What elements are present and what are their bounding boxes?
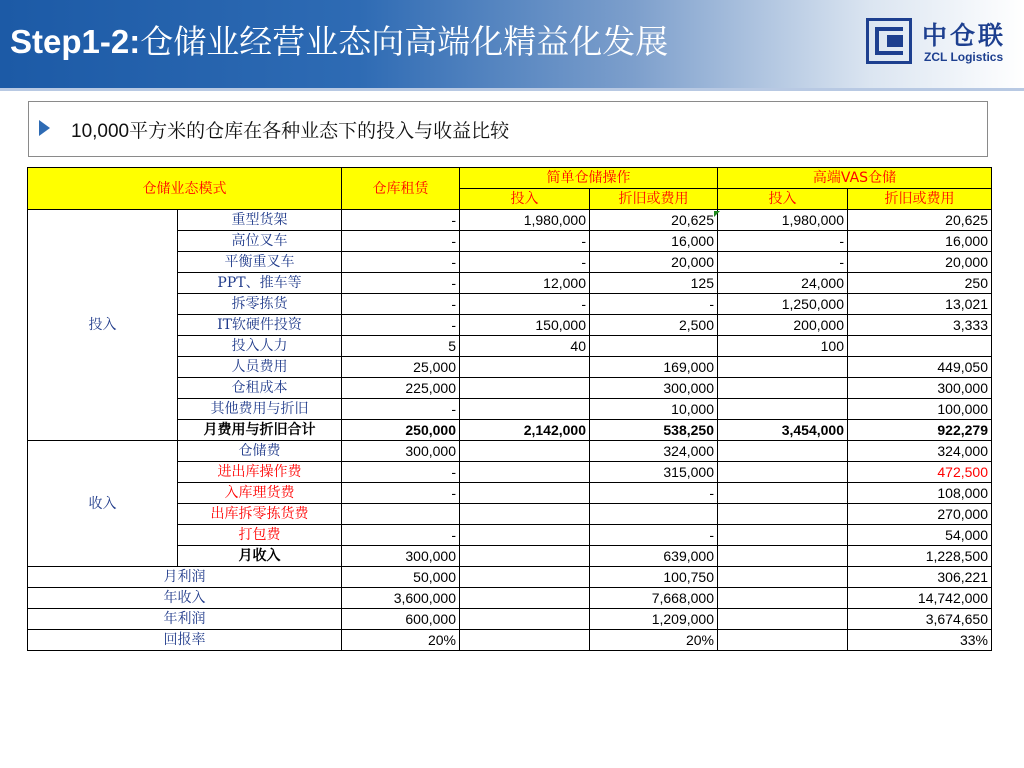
simple-invest-cell — [460, 357, 590, 378]
rent-cell: 5 — [342, 336, 460, 357]
simple-invest-cell — [460, 525, 590, 546]
cell-comment-marker — [714, 211, 720, 217]
rent-cell: 50,000 — [342, 567, 460, 588]
vas-depr-cell: 449,050 — [848, 357, 992, 378]
simple-depr-cell: - — [590, 525, 718, 546]
simple-depr-cell: 10,000 — [590, 399, 718, 420]
simple-depr-cell: 20% — [590, 630, 718, 651]
simple-depr-cell: 20,625 — [590, 210, 718, 231]
vas-invest-cell: 1,250,000 — [718, 294, 848, 315]
row-label: 进出库操作费 — [178, 462, 342, 483]
rent-cell: - — [342, 294, 460, 315]
rent-cell: 300,000 — [342, 546, 460, 567]
vas-depr-cell: 300,000 — [848, 378, 992, 399]
vas-invest-cell: 100 — [718, 336, 848, 357]
simple-invest-cell — [460, 483, 590, 504]
vas-invest-cell — [718, 567, 848, 588]
vas-depr-cell: 108,000 — [848, 483, 992, 504]
row-label: 平衡重叉车 — [178, 252, 342, 273]
rent-cell: 225,000 — [342, 378, 460, 399]
vas-invest-cell: 1,980,000 — [718, 210, 848, 231]
vas-invest-cell — [718, 588, 848, 609]
vas-invest-cell — [718, 483, 848, 504]
company-logo — [866, 14, 1016, 70]
bullet-number: 10,000 — [71, 121, 130, 142]
simple-invest-cell — [460, 504, 590, 525]
row-label: 高位叉车 — [178, 231, 342, 252]
rent-cell: - — [342, 252, 460, 273]
vas-depr-cell: 472,500 — [848, 462, 992, 483]
simple-invest-cell: 12,000 — [460, 273, 590, 294]
row-label: 月费用与折旧合计 — [178, 420, 342, 441]
rent-cell: - — [342, 273, 460, 294]
table-row — [28, 441, 992, 462]
vas-invest-cell — [718, 504, 848, 525]
header-vas-depr: 折旧或费用 — [848, 189, 992, 210]
row-label: 月收入 — [178, 546, 342, 567]
rent-cell: - — [342, 315, 460, 336]
vas-depr-cell: 33% — [848, 630, 992, 651]
bullet-text — [71, 116, 509, 143]
row-label: PPT、推车等 — [178, 273, 342, 294]
simple-invest-cell — [460, 588, 590, 609]
simple-depr-cell: 20,000 — [590, 252, 718, 273]
header-simple-invest: 投入 — [460, 189, 590, 210]
simple-depr-cell — [590, 504, 718, 525]
simple-depr-cell: 300,000 — [590, 378, 718, 399]
rent-cell: 3,600,000 — [342, 588, 460, 609]
header-rent: 仓库租赁 — [342, 168, 460, 210]
simple-invest-cell — [460, 630, 590, 651]
header-vas-invest: 投入 — [718, 189, 848, 210]
simple-invest-cell: - — [460, 294, 590, 315]
simple-invest-cell — [460, 441, 590, 462]
row-label: 打包费 — [178, 525, 342, 546]
simple-depr-cell: 639,000 — [590, 546, 718, 567]
simple-invest-cell — [460, 546, 590, 567]
header-mode: 仓储业态模式 — [28, 168, 342, 210]
vas-invest-cell — [718, 357, 848, 378]
vas-depr-cell: 1,228,500 — [848, 546, 992, 567]
simple-invest-cell — [460, 378, 590, 399]
rent-cell — [342, 504, 460, 525]
header-vas: 高端VAS仓储 — [718, 168, 992, 189]
table-row — [28, 609, 992, 630]
simple-depr-cell: - — [590, 483, 718, 504]
rent-cell: - — [342, 462, 460, 483]
row-label: 仓储费 — [178, 441, 342, 462]
simple-invest-cell — [460, 462, 590, 483]
simple-depr-cell — [590, 336, 718, 357]
simple-invest-cell — [460, 567, 590, 588]
simple-depr-cell: 315,000 — [590, 462, 718, 483]
simple-depr-cell: 16,000 — [590, 231, 718, 252]
logo-english: ZCL Logistics — [924, 50, 1004, 64]
slide-title — [10, 18, 668, 66]
vas-invest-cell — [718, 441, 848, 462]
simple-invest-cell: 150,000 — [460, 315, 590, 336]
row-label: 出库拆零拣货费 — [178, 504, 342, 525]
vas-depr-cell — [848, 336, 992, 357]
simple-depr-cell: 169,000 — [590, 357, 718, 378]
row-label: 人员费用 — [178, 357, 342, 378]
row-label: 投入人力 — [178, 336, 342, 357]
comparison-table — [27, 167, 992, 651]
table-row — [28, 210, 992, 231]
vas-invest-cell: - — [718, 231, 848, 252]
simple-invest-cell: 2,142,000 — [460, 420, 590, 441]
simple-invest-cell: - — [460, 252, 590, 273]
vas-depr-cell: 16,000 — [848, 231, 992, 252]
table-row — [28, 630, 992, 651]
row-label: 年收入 — [28, 588, 342, 609]
rent-cell: 600,000 — [342, 609, 460, 630]
vas-depr-cell: 20,000 — [848, 252, 992, 273]
table-row — [28, 567, 992, 588]
vas-depr-cell: 13,021 — [848, 294, 992, 315]
simple-invest-cell: - — [460, 231, 590, 252]
row-label: 其他费用与折旧 — [178, 399, 342, 420]
rent-cell: - — [342, 399, 460, 420]
rent-cell: 25,000 — [342, 357, 460, 378]
vas-depr-cell: 54,000 — [848, 525, 992, 546]
rent-cell: - — [342, 525, 460, 546]
simple-depr-cell: 324,000 — [590, 441, 718, 462]
vas-depr-cell: 100,000 — [848, 399, 992, 420]
simple-depr-cell: 7,668,000 — [590, 588, 718, 609]
table-row — [28, 588, 992, 609]
header-simple: 简单仓储操作 — [460, 168, 718, 189]
simple-depr-cell: - — [590, 294, 718, 315]
simple-depr-cell: 2,500 — [590, 315, 718, 336]
row-label: 仓租成本 — [178, 378, 342, 399]
vas-depr-cell: 20,625 — [848, 210, 992, 231]
title-text: 仓储业经营业态向高端化精益化发展 — [140, 22, 669, 61]
row-label: 年利润 — [28, 609, 342, 630]
group-income: 收入 — [28, 441, 178, 567]
simple-depr-cell: 100,750 — [590, 567, 718, 588]
vas-depr-cell: 324,000 — [848, 441, 992, 462]
vas-invest-cell: 200,000 — [718, 315, 848, 336]
bullet-box — [28, 101, 988, 157]
row-label: 拆零拣货 — [178, 294, 342, 315]
vas-invest-cell — [718, 399, 848, 420]
slide-header — [0, 0, 1024, 88]
vas-depr-cell: 14,742,000 — [848, 588, 992, 609]
row-label: 月利润 — [28, 567, 342, 588]
simple-invest-cell — [460, 399, 590, 420]
row-label: IT软硬件投资 — [178, 315, 342, 336]
vas-depr-cell: 3,333 — [848, 315, 992, 336]
logo-chinese: 中仓联 — [922, 21, 1007, 50]
logo-mark-icon — [866, 18, 912, 64]
vas-invest-cell — [718, 462, 848, 483]
vas-depr-cell: 270,000 — [848, 504, 992, 525]
vas-invest-cell: 3,454,000 — [718, 420, 848, 441]
rent-cell: - — [342, 210, 460, 231]
group-input: 投入 — [28, 210, 178, 441]
vas-invest-cell: 24,000 — [718, 273, 848, 294]
simple-invest-cell: 40 — [460, 336, 590, 357]
bullet-caption: 平方米的仓库在各种业态下的投入与收益比较 — [129, 120, 510, 142]
vas-depr-cell: 250 — [848, 273, 992, 294]
header-simple-depr: 折旧或费用 — [590, 189, 718, 210]
title-step: Step1-2: — [10, 23, 141, 60]
vas-invest-cell — [718, 525, 848, 546]
rent-cell: - — [342, 483, 460, 504]
simple-depr-cell: 1,209,000 — [590, 609, 718, 630]
simple-invest-cell — [460, 609, 590, 630]
row-label: 回报率 — [28, 630, 342, 651]
simple-depr-cell: 538,250 — [590, 420, 718, 441]
row-label: 入库理货费 — [178, 483, 342, 504]
simple-invest-cell: 1,980,000 — [460, 210, 590, 231]
header-divider — [0, 88, 1024, 91]
vas-invest-cell: - — [718, 252, 848, 273]
vas-invest-cell — [718, 546, 848, 567]
vas-invest-cell — [718, 609, 848, 630]
bullet-arrow-icon — [39, 120, 50, 136]
rent-cell: 20% — [342, 630, 460, 651]
simple-depr-cell: 125 — [590, 273, 718, 294]
vas-invest-cell — [718, 378, 848, 399]
vas-depr-cell: 306,221 — [848, 567, 992, 588]
rent-cell: 300,000 — [342, 441, 460, 462]
row-label: 重型货架 — [178, 210, 342, 231]
rent-cell: 250,000 — [342, 420, 460, 441]
vas-depr-cell: 922,279 — [848, 420, 992, 441]
vas-invest-cell — [718, 630, 848, 651]
rent-cell: - — [342, 231, 460, 252]
vas-depr-cell: 3,674,650 — [848, 609, 992, 630]
